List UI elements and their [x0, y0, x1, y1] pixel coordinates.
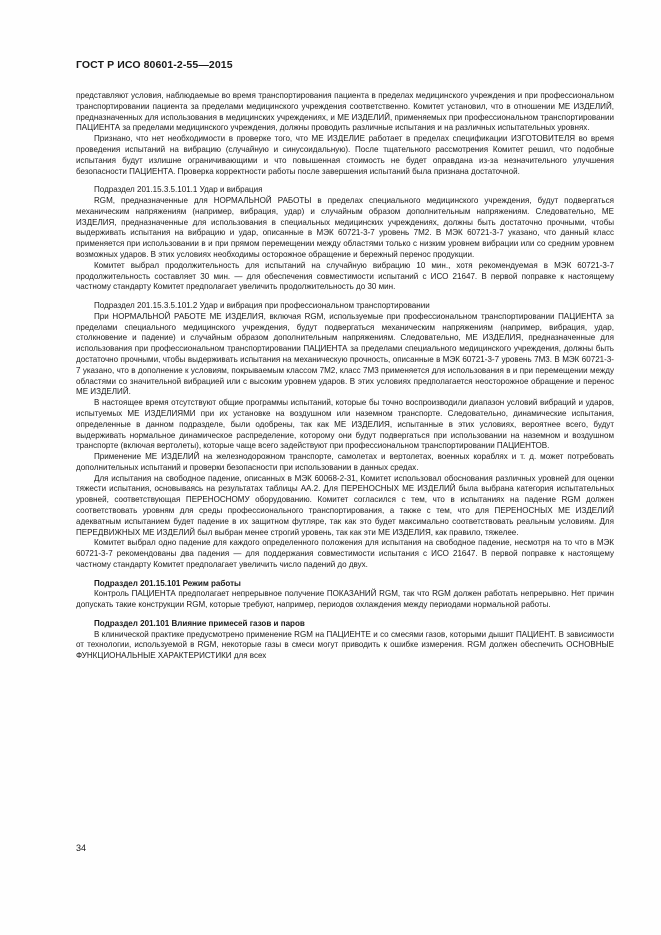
- page-number: 34: [76, 843, 87, 853]
- paragraph: Применение МЕ ИЗДЕЛИЙ на железнодорожном транспорте, самолетах и вертолетах, военных кораблях и т. д. может потребовать дополнительных испытаний и проверки безопасности при использовании в данных средах.: [76, 452, 614, 472]
- paragraph: В клинической практике предусмотрено применение RGM на ПАЦИЕНТЕ и со смесями газов, которыми дышит ПАЦИЕНТ. В зависимости от технологии, используемой в RGM, некоторые газы в смеси могут приводить к ошибке измерения. RGM должен обеспечить ОСНОВНЫЕ ФУНКЦИОНАЛЬНЫЕ ХАРАКТЕРИСТИКИ для всех: [76, 629, 614, 661]
- paragraph: Контроль ПАЦИЕНТА предполагает непрерывное получение ПОКАЗАНИЙ RGM, так что RGM должен работать непрерывно. Нет причин допускать такие конструкции RGM, которые требуют, например, периодов охлаждения между периодами нормальной работы.: [76, 589, 614, 610]
- subsection-title: Подраздел 201.15.3.5.101.2 Удар и вибрация при профессиональном транспортировании: [94, 300, 430, 310]
- paragraph: RGM, предназначенные для НОРМАЛЬНОЙ РАБОТЫ в пределах специального медицинского учреждения, будут подвергаться механическим напряжениям (например, вибрация, удар) и случайным образом дополнительным напряжениям. Следовательно, МЕ ИЗДЕЛИЯ, предназначенные для использования в специальных медицинских учреждениях, должны быть достаточно прочными, чтобы выдерживать испытания на вибрацию и удар, описанные в МЭК 60721-3-7 уровень 7М2. В МЭК 60721-3-7 указано, что данный класс применяется при использовании в и при прямом перемещении между областями только с низким уровнем вибрации или со средним уровнем возможных ударов. В этих условиях необходимы осторожное обращение и бережный перенос продукции.: [76, 195, 614, 259]
- standard-header: ГОСТ Р ИСО 80601-2-55—2015: [76, 59, 233, 71]
- section-heading: Подраздел 201.101 Влияние примесей газов и паров: [94, 618, 305, 628]
- paragraph: Для испытания на свободное падение, описанных в МЭК 60068-2-31, Комитет использовал обоснования различных уровней для оценки тяжести испытания, основываясь на результатах таблицы АА.2. Для ПЕРЕНОСНЫХ МЕ ИЗДЕЛИЙ была выбрана категория испытательных уровней, соответствующая ПЕРЕНОСНОМУ оборудованию. Комитет согласился с тем, что в испытаниях на падение RGM должен соответствовать уровням для среды профессионального транспортирования, а также с тем, что для ПЕРЕНОСНЫХ МЕ ИЗДЕЛИЙ адекватным испытанием будет падение в их защитном футляре, так как это будет максимально соответствовать реальным условиям. Для ПЕРЕДВИЖНЫХ МЕ ИЗДЕЛИЙ был выбран менее строгий уровень, так как эти МЕ ИЗДЕЛИЯ, как правило, тяжелее.: [76, 473, 614, 537]
- subsection-title: Подраздел 201.15.3.5.101.1 Удар и вибрация: [94, 185, 263, 195]
- paragraph: представляют условия, наблюдаемые во время транспортирования пациента в пределах медицинского учреждения и при профессиональном транспортировании пациента за пределами медицинского учреждения соответственно. Комитет установил, что в отношении МЕ ИЗДЕЛИЙ, предназначенных для использования в медицинских учреждениях, и МЕ ИЗДЕЛИЙ, применяемых при профессиональном транспортировании ПАЦИЕНТА за пределами медицинского учреждения, должны проводить различные испытания и на различных испытательных уровнях.: [76, 91, 614, 133]
- paragraph: При НОРМАЛЬНОЙ РАБОТЕ МЕ ИЗДЕЛИЯ, включая RGM, используемые при профессиональном транспортировании ПАЦИЕНТА за пределами специального медицинского учреждения, будут подвергаться механическим напряжениям (например, вибрация, удар, столкновение и падение) и случайным образом дополнительным напряжениям. Следовательно, МЕ ИЗДЕЛИЯ, предназначенные для использования при профессиональном транспортировании ПАЦИЕНТА за пределами специального медицинского учреждения, должны быть достаточно прочными, чтобы выдерживать испытания на механическую прочность, описанные в МЭК 60721-3-7 уровень 7М3. В МЭК 60721-3-7 указано, что в дополнение к условиям, покрываемым классом 7М2, класс 7М3 применяется для использования в и при перемещении между областями со значительной вибрацией или с высоким уровнем ударов. В этих условиях предполагается неосторожное обращение и перенос МЕ ИЗДЕЛИЙ.: [76, 311, 614, 397]
- section-heading: Подраздел 201.15.101 Режим работы: [94, 578, 241, 588]
- paragraph: В настоящее время отсутствуют общие программы испытаний, которые бы точно воспроизводили диапазон условий вибраций и ударов, испытуемых МЕ ИЗДЕЛИЯМИ при их установке на воздушном или наземном транспорте. Следовательно, динамические испытания, определенные в данном подразделе, были одобрены, так как МЕ ИЗДЕЛИЯ, испытанные в этих условиях, вероятнее всего, будут выдерживать нормальное динамическое распределение, которому они будут подвергаться при использовании на наземном и воздушном транспорте (включая вертолеты), которые чаще всего задействуют при профессиональном транспортировании ПАЦИЕНТОВ.: [76, 398, 614, 451]
- paragraph: Комитет выбрал продолжительность для испытаний на случайную вибрацию 10 мин., хотя рекомендуемая в МЭК 60721-3-7 продолжительность составляет 30 мин. — для обеспечения совместимости испытаний с ИСО 21647. В первой поправке к настоящему частному стандарту Комитет предполагает увеличить продолжительность до 30 мин.: [76, 260, 614, 292]
- paragraph: Признано, что нет необходимости в проверке того, что МЕ ИЗДЕЛИЕ работает в пределах спецификации ИЗГОТОВИТЕЛЯ во время проведения испытаний на вибрацию (случайную и синусоидальную). После тщательного рассмотрения Комитет решил, что подобные испытания будут излишне ограничивающими и что повышенная стоимость не будет оправдана из-за незначительного улучшения безопасности ПАЦИЕНТА. Проверка корректности работы после завершения испытаний была признана достаточной.: [76, 134, 614, 176]
- body-text: [76, 91, 614, 662]
- paragraph: Комитет выбрал одно падение для каждого определенного положения для испытания на свободное падение, несмотря на то что в МЭК 60721-3-7 рекомендованы два падения — для поддержания совместимости испытания с ИСО 21647. В первой поправке к настоящему частному стандарту Комитет предполагает увеличить число падений до двух.: [76, 538, 614, 570]
